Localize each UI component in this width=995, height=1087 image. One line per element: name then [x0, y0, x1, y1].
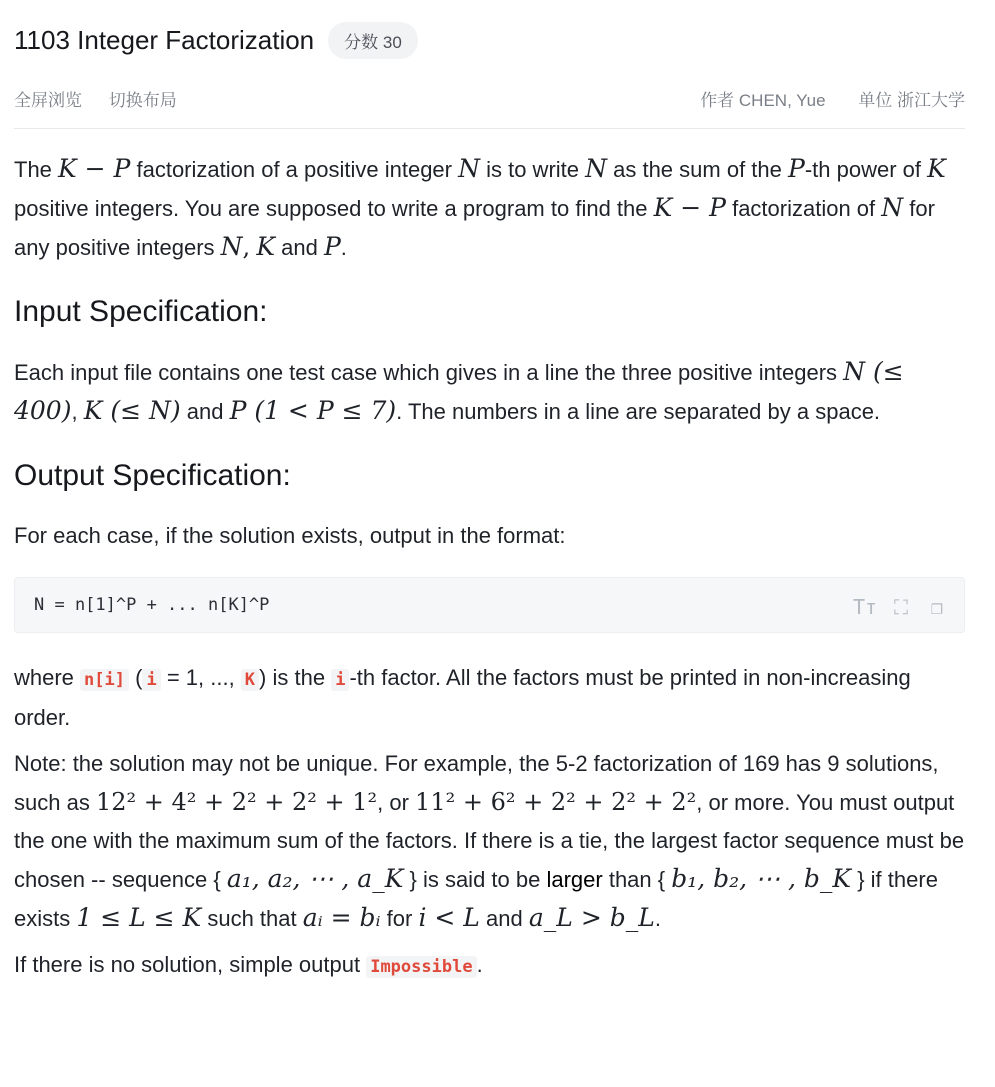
- expand-icon[interactable]: ⛶: [894, 595, 908, 619]
- text: = 1, ...,: [160, 665, 241, 690]
- text: -th factor. All the factors must be printed in non-increasing order.: [14, 665, 911, 730]
- problem-content: [14, 150, 965, 994]
- math-n: N: [881, 193, 904, 222]
- intro-paragraph: [14, 150, 965, 267]
- problem-header: [14, 22, 418, 59]
- code-block: [14, 577, 965, 633]
- unit-info: 单位 浙江大学: [858, 91, 965, 110]
- note-paragraph: [14, 745, 965, 938]
- text: .: [340, 235, 347, 260]
- inline-code: n[i]: [80, 669, 129, 691]
- math-k: K: [927, 154, 946, 183]
- output-spec-heading: Output Specification:: [14, 459, 291, 492]
- text: where: [14, 665, 81, 690]
- text: If there is no solution, simple output: [14, 952, 367, 977]
- output-spec-paragraph: For each case, if the solution exists, output in the format:: [14, 523, 566, 548]
- author-info: 作者 CHEN, Yue: [700, 91, 826, 110]
- text: .: [654, 906, 661, 931]
- math-n: N: [220, 232, 243, 261]
- math-k-minus-p: K − P: [58, 154, 131, 183]
- text: , or more. You must output the one with the maximum sum of the factors. If there is a tie, the largest factor sequence must be chosen -- sequence {: [14, 790, 965, 892]
- text: as the sum of the: [607, 157, 788, 182]
- code-text: N = n[1]^P + ... n[K]^P: [34, 595, 270, 615]
- text: is to write: [479, 157, 586, 182]
- math-n-cond: N (≤ 400): [14, 357, 904, 425]
- text: and: [275, 235, 324, 260]
- math-k-minus-p: K − P: [653, 193, 726, 222]
- math-condition: 1 ≤ L ≤ K: [76, 903, 202, 932]
- text: for any positive integers: [14, 196, 935, 260]
- math-p: P: [787, 154, 805, 183]
- math-expression: 11² + 6² + 2² + 2² + 2²: [415, 788, 697, 816]
- text: factorization of: [725, 196, 882, 221]
- text: .: [476, 952, 483, 977]
- text: (: [129, 665, 143, 690]
- inline-code: i: [142, 669, 160, 691]
- text: ,: [242, 233, 251, 261]
- text: than {: [602, 867, 672, 892]
- input-spec-heading: Input Specification:: [14, 295, 268, 328]
- code-tools: [852, 588, 950, 626]
- where-paragraph: [14, 659, 965, 737]
- text: } is said to be: [403, 867, 547, 892]
- inline-code: i: [331, 669, 349, 691]
- text: } if there exists: [14, 867, 938, 931]
- no-solution-paragraph: [14, 946, 965, 986]
- math-condition: a_L > b_L: [528, 903, 655, 932]
- text: ) is the: [259, 665, 332, 690]
- text: . The numbers in a line are separated by a space.: [396, 399, 881, 424]
- text: The: [14, 157, 59, 182]
- math-sequence-a: a₁, a₂, ⋯ , a_K: [226, 864, 404, 893]
- text: positive integers. You are supposed to write a program to find the: [14, 196, 654, 221]
- text: for: [380, 906, 419, 931]
- text: factorization of a positive integer: [130, 157, 459, 182]
- math-sequence-b: b₁, b₂, ⋯ , b_K: [671, 864, 852, 893]
- math-expression: 12² + 4² + 2² + 2² + 1²: [95, 788, 378, 816]
- fullscreen-button[interactable]: 全屏浏览: [14, 91, 82, 110]
- text: and: [180, 399, 230, 424]
- math-p-cond: P (1 < P ≤ 7): [229, 396, 397, 425]
- math-p: P: [323, 232, 341, 261]
- math-n: N: [585, 154, 607, 183]
- math-condition: i < L: [418, 903, 480, 932]
- inline-code: K: [241, 669, 259, 691]
- score-badge: 分数 30: [328, 22, 418, 59]
- math-condition: aᵢ = bᵢ: [302, 903, 381, 932]
- larger-keyword: larger: [546, 867, 603, 892]
- font-size-icon[interactable]: Tт: [852, 595, 878, 619]
- toolbar: [14, 86, 965, 112]
- text: and: [479, 906, 529, 931]
- text: -th power of: [804, 157, 928, 182]
- copy-icon[interactable]: ❐: [930, 595, 944, 619]
- text: such that: [201, 906, 303, 931]
- input-spec-paragraph: Each input file contains one test case which gives in a line the three positive integers N (≤ 400), K (≤ N) and P (1 < P ≤ 7). The numbers in a line are separated by a space.: [14, 357, 904, 425]
- math-k-cond: K (≤ N): [83, 396, 181, 425]
- text: Each input file contains one test case which gives in a line the three positive integers: [14, 360, 844, 385]
- problem-title: 1103 Integer Factorization: [14, 25, 315, 55]
- header-divider: [14, 128, 965, 129]
- switch-layout-button[interactable]: 切换布局: [108, 91, 177, 110]
- math-n: N: [458, 154, 480, 183]
- inline-code: Impossible: [366, 956, 476, 978]
- math-k: K: [256, 232, 275, 261]
- text: Note: the solution may not be unique. For example, the 5-2 factorization of 169 has 9 solutions, such as: [14, 751, 939, 815]
- text: , or: [377, 790, 416, 815]
